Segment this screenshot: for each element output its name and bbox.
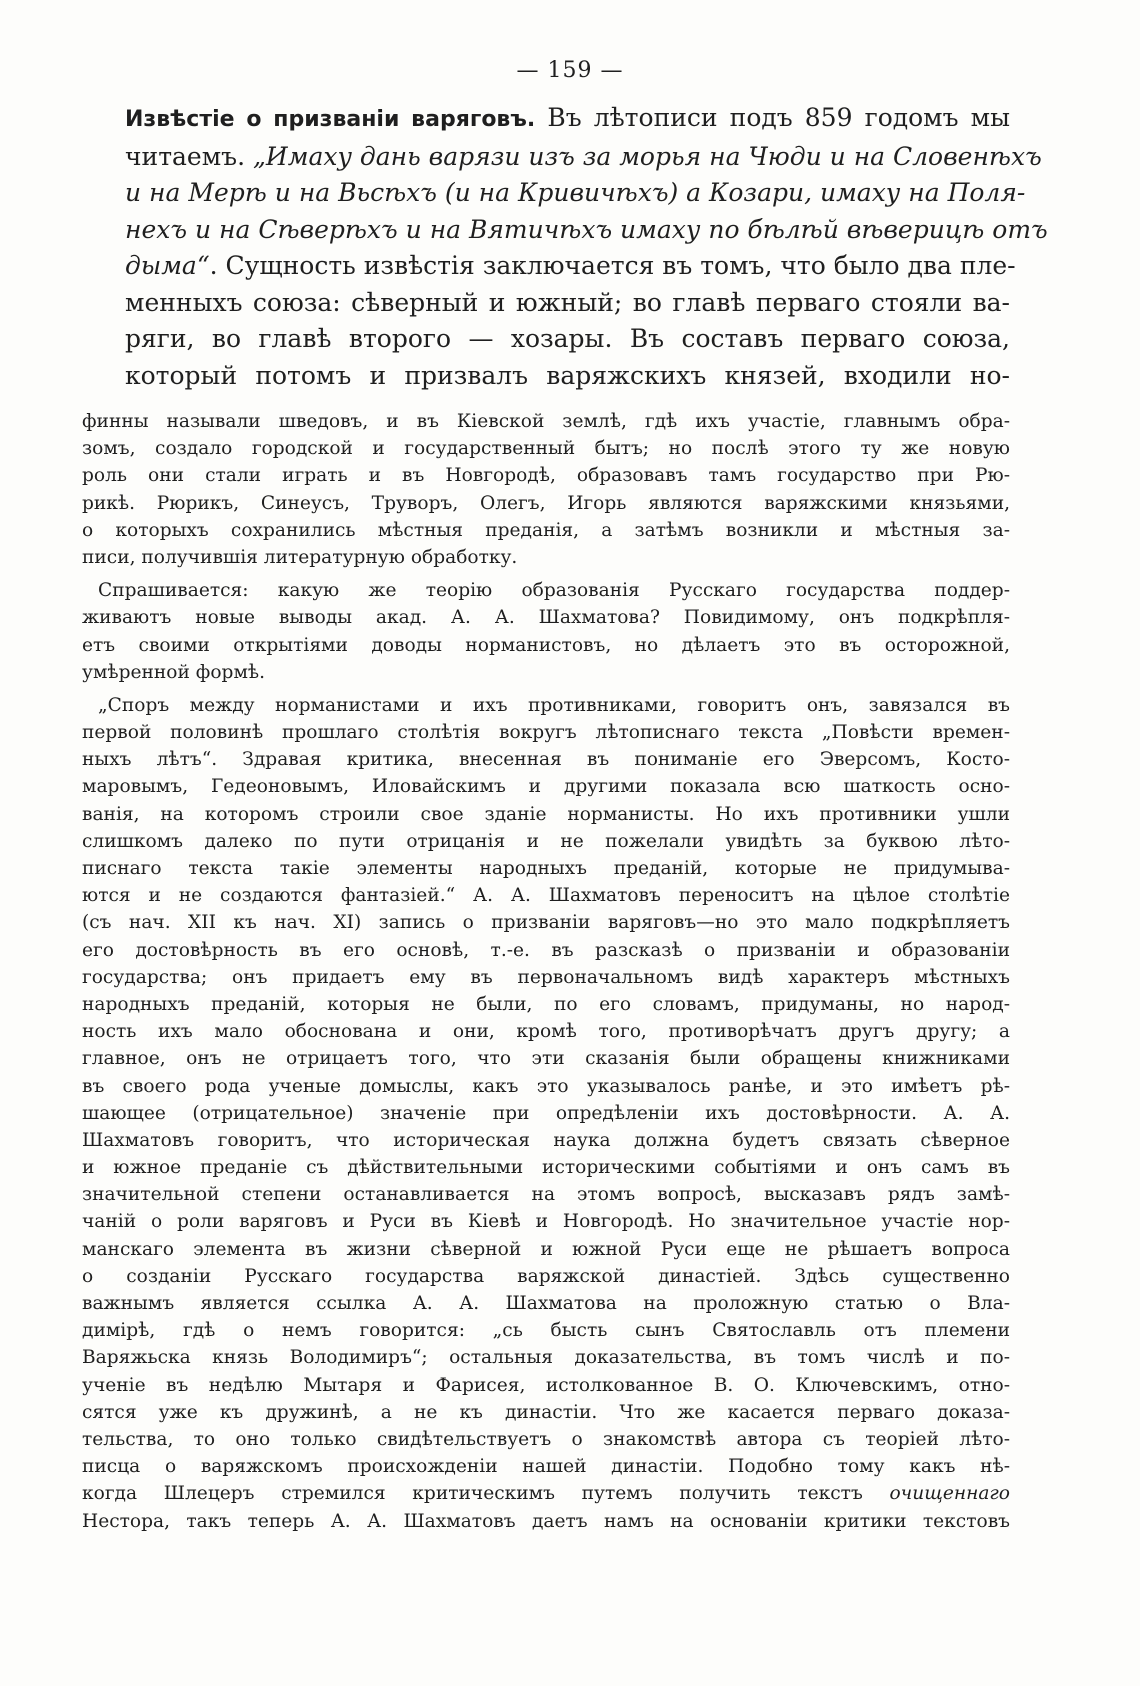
text-line: о созданіи Русскаго государства варяжской династіей. Здѣсь существенно [82,1265,1010,1287]
chronicle-quote-end: дыма“ [125,251,210,280]
text-line: ванія, на которомъ строили свое зданіе норманисты. Но ихъ противники ушли [82,803,1010,825]
text-line: народныхъ преданій, которыя не были, по его словамъ, придуманы, но народ- [82,993,1010,1015]
text-line: (съ нач. XII къ нач. XI) запись о призваніи варяговъ—но это мало подкрѣпляетъ [82,912,1010,934]
text-line: писи, получившія литературную обработку. [82,546,518,568]
text-line: Спрашивается: какую же теорію образованія Русскаго государства поддер- [98,580,1010,602]
text-line: въ своего рода ученые домыслы, какъ это указывалось ранѣе, и это имѣетъ рѣ- [82,1075,1010,1097]
text-line: шающее (отрицательное) значеніе при опредѣленіи ихъ достовѣрности. А. А. [82,1102,1010,1124]
text-line: и южное преданіе съ дѣйствительными историческими событіями и онъ самъ въ [82,1157,1010,1179]
text-line: манскаго элемента въ жизни сѣверной и южной Руси еще не рѣшаетъ вопроса [82,1238,1010,1260]
text-line: о которыхъ сохранились мѣстныя преданія, а затѣмъ возникли и мѣстныя за- [82,519,1010,541]
text-line: первой половинѣ прошлаго столѣтія вокругъ лѣтописнаго текста „Повѣсти времен- [82,722,1010,744]
text-line: ныхъ лѣтъ“. Здравая критика, внесенная въ пониманіе его Эверсомъ, Косто- [82,749,1010,771]
text-line: зомъ, создало городской и государственный бытъ; но послѣ этого ту же новую [82,438,1010,460]
text-line: сятся уже къ дружинѣ, а не къ династіи. Что же касается перваго доказа- [82,1401,1010,1423]
text-line: главное, онъ не отрицаетъ того, что эти сказанія были обращены книжниками [82,1048,1010,1070]
text-line: важнымъ является ссылка А. А. Шахматова на проложную статью о Вла- [82,1293,1010,1314]
text-line: значительной степени останавливается на этомъ вопросѣ, высказавъ рядъ замѣ- [82,1184,1010,1206]
text-line: Шахматовъ говоритъ, что историческая наука должна будетъ связать сѣверное [82,1129,1010,1151]
text-line: ются и не создаются фантазіей.“ А. А. Шахматовъ переноситъ на цѣлое столѣтіе [82,885,1010,907]
text-line: Нестора, такъ теперь А. А. Шахматовъ даетъ намъ на основаніи критики текстовъ [82,1510,1010,1532]
intro-line: нехъ и на Сѣверѣхъ и на Вятичѣхъ имаху по бѣлѣй вѣверицѣ отъ [125,214,1048,244]
text-line: когда Шлецеръ стремился критическимъ путемъ получить текстъ очищеннаго [82,1483,1010,1505]
page-number: — 159 — [516,58,624,83]
text-line: рикѣ. Рюрикъ, Синеусъ, Труворъ, Олегъ, Игорь являются варяжскими князьями, [82,492,1010,514]
text-line: финны называли шведовъ, и въ Кіевской землѣ, гдѣ ихъ участіе, главнымъ обра- [82,411,1010,432]
paragraph-3 [82,692,1010,1535]
emphasis-word: очищеннаго [889,1483,1010,1505]
text-line: ность ихъ мало обоснована и они, кромѣ того, противорѣчатъ другъ другу; а [82,1021,1010,1043]
text-line: умѣренной формѣ. [82,661,266,683]
intro-line: ряги, во главѣ второго — хозары. Въ составъ перваго союза, [125,324,1010,353]
intro-paragraph [125,100,1048,394]
paragraph-1 [82,408,1010,571]
text-line: писнаго текста такіе элементы народныхъ преданій, которые не придумыва- [82,858,1010,879]
chronicle-quote: „Имаху дань варязи изъ за морья на Чюди и на Словенѣхъ [252,141,1042,171]
text-line: его достовѣрность въ его основѣ, т.-е. въ разсказѣ о призваніи и образованіи [82,939,1010,961]
section-heading: Извѣстіе о призваніи варяговъ. [125,107,536,132]
text-line: „Споръ между норманистами и ихъ противниками, говоритъ онъ, завязался въ [98,694,1010,716]
text-line: живаютъ новые выводы акад. А. А. Шахматова? Повидимому, онъ подкрѣпля- [82,607,1010,629]
text-line: маровымъ, Гедеоновымъ, Иловайскимъ и другими показала всю шаткость осно- [82,776,1010,798]
intro-line: дыма“. Сущность извѣстія заключается въ томъ, что было два пле- [125,251,1016,280]
text-line: государства; онъ придаетъ ему въ первоначальномъ видѣ характеръ мѣстныхъ [82,966,1010,988]
paragraph-2 [82,577,1010,686]
text-line: роль они стали играть и въ Новгородѣ, образовавъ тамъ государство при Рю- [82,465,1010,487]
text-line: писца о варяжскомъ происхожденіи нашей династіи. Подобно тому какъ нѣ- [82,1456,1010,1478]
text-line: Варяжьска князь Володимиръ“; остальныя доказательства, въ томъ числѣ и по- [82,1347,1010,1369]
intro-line: и на Мерѣ и на Вьсѣхъ (и на Кривичѣхъ) а Козари, имаху на Поля- [125,178,1026,207]
text-line: димірѣ, гдѣ о немъ говорится: „сь бысть сынъ Святославль отъ племени [82,1320,1010,1342]
intro-line: читаемъ. „Имаху дань варязи изъ за морья на Чюди и на Словенѣхъ [125,141,1042,171]
intro-line: Извѣстіе о призваніи варяговъ. Въ лѣтописи подъ 859 годомъ мы [125,103,1010,132]
text-line: ученіе въ недѣлю Мытаря и Фарисея, истолкованное В. О. Ключевскимъ, отно- [82,1374,1010,1396]
quoted-review [82,408,1010,1535]
text-line: тельства, то оно только свидѣтельствуетъ о знакомствѣ автора съ теоріей лѣто- [82,1428,1010,1450]
intro-line: который потомъ и призвалъ варяжскихъ князей, входили но- [125,360,1010,390]
intro-line: менныхъ союза: сѣверный и южный; во главѣ перваго стояли ва- [125,287,1010,317]
text-line: чаній о роли варяговъ и Руси въ Кіевѣ и Новгородѣ. Но значительное участіе нор- [82,1211,1010,1233]
text-line: етъ своими открытіями доводы норманистовъ, но дѣлаетъ это въ осторожной, [82,634,1010,656]
text-line: слишкомъ далеко по пути отрицанія и не пожелали увидѣть за буквою лѣто- [82,830,1010,852]
